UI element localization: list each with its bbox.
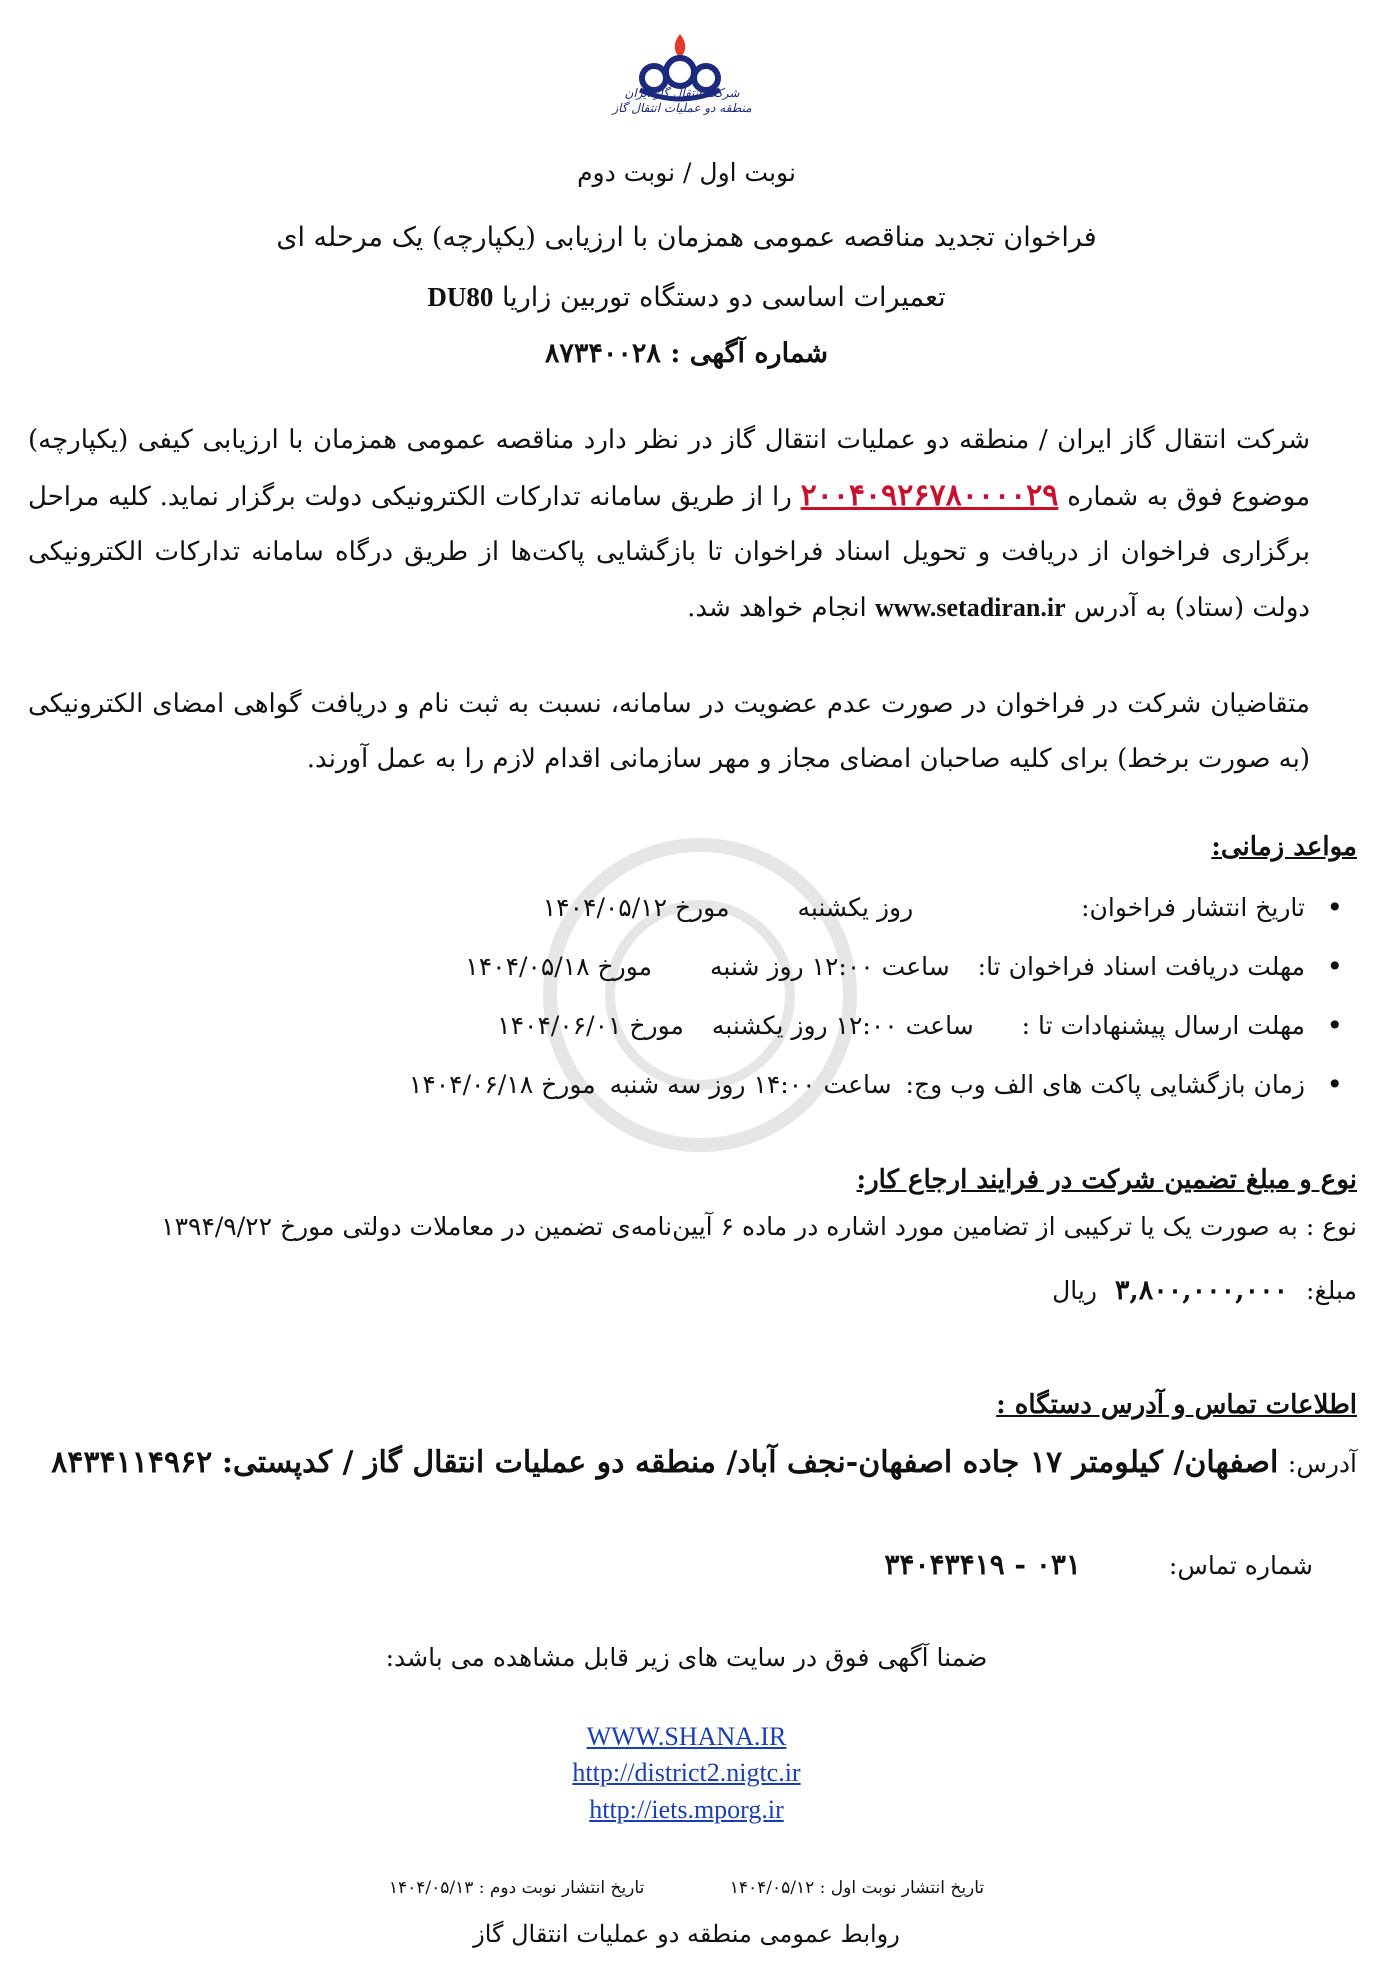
round-label: نوبت اول / نوبت دوم	[577, 158, 796, 187]
address-block	[12, 1432, 1357, 1495]
notice-title: فراخوان تجدید مناقصه عمومی همزمان با ارزیابی (یکپارچه) یک مرحله ای	[276, 222, 1097, 253]
intro-paragraph	[28, 413, 1310, 636]
guarantee-type: نوع : به صورت یک یا ترکیبی از تضامین مورد اشاره در ماده ۶ آیین‌نامه‌ی تضمین در معاملات دولتی مورخ ۱۳۹۴/۹/۲۲	[161, 1212, 1357, 1241]
schedule-when: ساعت ۱۲:۰۰ روز شنبه	[710, 952, 950, 981]
schedule-label: مهلت ارسال پیشنهادات تا :	[1021, 1011, 1305, 1040]
link-district2[interactable]: http://district2.nigtc.ir	[572, 1758, 801, 1787]
tender-number: ۲۰۰۴۰۹۲۶۷۸۰۰۰۰۲۹	[800, 478, 1059, 513]
public-relations-footer: روابط عمومی منطقه دو عملیات انتقال گاز	[473, 1920, 900, 1948]
schedule-list	[45, 878, 1305, 1114]
address-value: اصفهان/ کیلومتر ۱۷ جاده اصفهان-نجف آباد/ منطقه دو عملیات انتقال گاز / کدپستی:	[221, 1445, 1279, 1480]
address-label: آدرس:	[1287, 1449, 1357, 1478]
amount-label: مبلغ:	[1306, 1276, 1357, 1305]
schedule-date: مورخ ۱۴۰۴/۰۶/۰۱	[497, 1011, 684, 1040]
phone-label: شماره تماس:	[1168, 1551, 1313, 1580]
phone-row	[884, 1548, 1313, 1581]
notice-subtitle	[0, 282, 1373, 313]
link-iets[interactable]: http://iets.mporg.ir	[589, 1795, 784, 1824]
schedule-date: مورخ ۱۴۰۴/۰۵/۱۸	[465, 952, 653, 981]
subtitle-text: تعمیرات اساسی دو دستگاه توربین زاریا	[501, 282, 946, 313]
ad-number: شماره آگهی : ۸۷۳۴۰۰۲۸	[544, 338, 829, 369]
schedule-label: تاریخ انتشار فراخوان:	[1081, 893, 1305, 922]
postal-code: ۸۴۳۴۱۱۴۹۶۲	[51, 1445, 213, 1480]
schedule-date: مورخ ۱۴۰۴/۰۶/۱۸	[408, 1070, 596, 1099]
publish-date-first: تاریخ انتشار نوبت اول : ۱۴۰۴/۰۵/۱۲	[729, 1878, 985, 1898]
intro-part2: را از طریق سامانه تدارکات الکترونیکی دولت برگزار نماید. کلیه مراحل برگزاری فراخوان از دریافت و تحویل اسناد فراخوان تا بازگشایی پاکت‌ها از طریق درگاه سامانه تدارکات الکترونیکی دولت (ستاد) به آدرس	[28, 482, 1310, 623]
guarantee-amount-row	[1052, 1275, 1357, 1306]
logo-caption-line2: منطقه دو عملیات انتقال گاز	[612, 101, 752, 115]
publish-date-second: تاریخ انتشار نوبت دوم : ۱۴۰۴/۰۵/۱۳	[388, 1878, 645, 1898]
schedule-label: مهلت دریافت اسناد فراخوان تا:	[977, 952, 1305, 981]
schedule-item	[45, 937, 1305, 996]
logo-caption	[612, 86, 752, 116]
intro-part3: انجام خواهد شد.	[687, 593, 867, 623]
schedule-when: ساعت ۱۲:۰۰ روز یکشنبه	[711, 1011, 974, 1040]
schedule-item	[45, 1055, 1305, 1114]
subtitle-code: DU80	[427, 282, 494, 312]
setad-website[interactable]: www.setadiran.ir	[874, 593, 1066, 622]
contact-heading: اطلاعات تماس و آدرس دستگاه :	[996, 1390, 1357, 1420]
guarantee-heading: نوع و مبلغ تضمین شرکت در فرایند ارجاع کار:	[856, 1165, 1357, 1195]
schedule-item	[45, 878, 1305, 937]
phone-number: ۰۳۱ - ۳۴۰۴۳۴۱۹	[884, 1548, 1081, 1581]
schedule-item	[45, 996, 1305, 1055]
applicants-paragraph: متقاضیان شرکت در فراخوان در صورت عدم عضویت در سامانه، نسبت به ثبت نام و دریافت گواهی امضای الکترونیکی (به صورت برخط) برای کلیه صاحبان امضای مجاز و مهر سازمانی اقدام لازم را به عمل آورند.	[28, 689, 1310, 774]
link-shana[interactable]: WWW.SHANA.IR	[586, 1722, 787, 1751]
schedule-heading: مواعد زمانی:	[1211, 832, 1357, 862]
publish-dates	[0, 1878, 1373, 1898]
schedule-when: روز یکشنبه	[797, 893, 914, 922]
logo-caption-line1: شرکت انتقال گاز ایران	[624, 86, 740, 100]
also-visible-note: ضمنا آگهی فوق در سایت های زیر قابل مشاهده می باشد:	[385, 1643, 988, 1672]
amount-value: ۳,۸۰۰,۰۰۰,۰۰۰	[1114, 1275, 1289, 1306]
amount-currency: ریال	[1052, 1276, 1097, 1305]
schedule-when: ساعت ۱۴:۰۰ روز سه شنبه	[609, 1070, 892, 1099]
schedule-date: مورخ ۱۴۰۴/۰۵/۱۲	[542, 893, 730, 922]
intro-part1: شرکت انتقال گاز ایران / منطقه دو عملیات انتقال گاز در نظر دارد مناقصه عمومی همزمان با ارزیابی کیفی (یکپارچه) موضوع فوق به شماره	[28, 425, 1311, 512]
schedule-label: زمان بازگشایی پاکت های الف وب وج:	[905, 1070, 1305, 1099]
